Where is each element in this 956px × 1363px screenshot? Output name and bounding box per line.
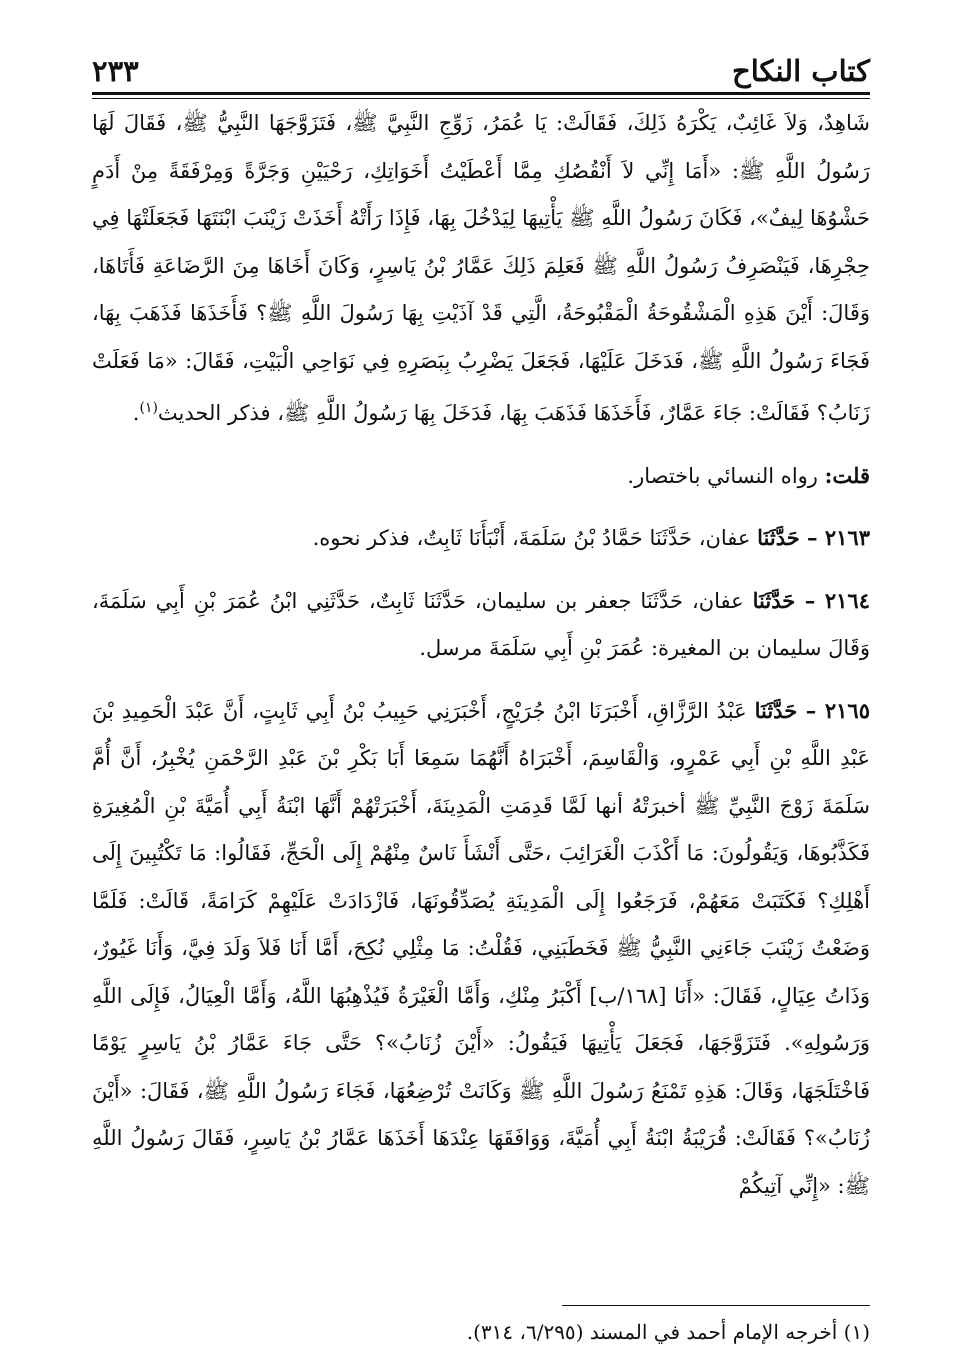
footnote: (١) أخرجه الإمام أحمد في المسند (٦/٢٩٥، ٣١٤). [466,1320,870,1344]
hadith-continuation-end: . [132,401,140,425]
main-text [92,100,870,1210]
hadith-2164 [92,577,870,673]
footnote-rule [562,1305,870,1306]
qult-paragraph [92,452,870,501]
hadith-2163 [92,514,870,563]
header-rule-thin [92,98,870,99]
hadith-2163-text: عفان، حَدَّثَنَا حَمَّادُ بْنُ سَلَمَةَ، أَنْبَأَنَا ثَابِتٌ، فذكر نحوه. [312,526,751,550]
page-number: ٢٣٣ [92,54,139,88]
hadith-2164-text: عفان، حَدَّثَنَا جعفر بن سليمان، حَدَّثَنَا ثَابِتٌ، حَدَّثَنِي ابْنُ عُمَرَ بْنِ أَبِي سَلَمَةَ، وَقَالَ سليمان بن المغيرة: عُمَرَ بْنِ أَبِي سَلَمَةَ مرسل. [92,588,870,660]
hadith-2163-number: ٢١٦٣ – حَدَّثَنَا [757,525,870,550]
hadith-continuation [92,100,870,438]
hadith-2164-number: ٢١٦٤ – حَدَّثَنَا [752,587,870,613]
chapter-title: كتاب النكاح [731,54,870,88]
page-header [92,40,870,92]
qult-label: قلت: [824,462,870,488]
hadith-2165-text: عَبْدُ الرَّزَّاقِ، أَخْبَرَنَا ابْنُ جُرَيْجٍ، أَخْبَرَنِي حَبِيبُ بْنُ أَبِي ثَابِتٍ، أَنَّ عَبْدَ الْحَمِيدِ بْنَ عَبْدِ اللَّهِ بْنِ أَبِي عَمْرٍو، وَالْقَاسِمَ، أَخْبَرَاهُ أَنَّهُمَا سَمِعَا أَبَا بَكْرِ بْنَ عَبْدِ الرَّحْمَنِ يُخْبِرُ، أَنَّ أُمَّ سَلَمَةَ زَوْجَ النَّبِيِّ ﷺ أخبرَتْهُ أنها لَمَّا قَدِمَتِ الْمَدِينَةَ، أَخْبَرَتْهُمْ أَنَّهَا ابْنَةُ أَبِي أُمَيَّةَ بْنِ الْمُغِيرَةِ فَكَذَّبُوهَا، وَيَقُولُونَ: مَا أَكْذَبَ الْغَرَائِبَ ،حَتَّى أَنْشَأَ نَاسٌ مِنْهُمْ إِلَى الْحَجِّ، فَقَالُوا: مَا تَكْتُبِينَ إِلَى أَهْلِكِ؟ فَكَتَبَتْ مَعَهُمْ، فَرَجَعُوا إِلَى الْمَدِينَةِ يُصَدِّقُونَهَا، فَازْدَادَتْ عَلَيْهِمْ كَرَامَةً، قَالَتْ: فَلَمَّا وَضَعْتُ زَيْنَبَ جَاءَنِي النَّبِيُّ ﷺ فَخَطَبَنِي، فَقُلْتُ: مَا مِثْلِي نُكِحَ، أَمَّا أَنَا فَلاَ وَلَدَ فِيَّ، وَأَنَا غَيُورٌ، وَذَاتُ عِيَالٍ، فَقَالَ: «أَنَا [١٦٨/ب] أَكْبَرُ مِنْكِ، وَأَمَّا الْغَيْرَةُ فَيُذْهِبُهَا اللَّهُ، وَأَمَّا الْعِيَالُ، فَإِلَى اللَّهِ وَرَسُولِهِ». فَتَزَوَّجَهَا، فَجَعَلَ يَأْتِيهَا فَيَقُولُ: «أَيْنَ زُنَابُ»؟ حَتَّى جَاءَ عَمَّارُ بْنُ يَاسِرٍ يَوْمًا فَاخْتَلَجَهَا، وَقَالَ: هَذِهِ تَمْنَعُ رَسُولَ اللَّهِ ﷺ وَكَانَتْ تُرْضِعُهَا، فَجَاءَ رَسُولُ اللَّهِ ﷺ، فَقَالَ: «أَيْنَ زُنَابُ»؟ فَقَالَتْ: قُرَيْبَةُ ابْنَةُ أَبِي أُمَيَّةَ، وَوَافَقَهَا عِنْدَهَا أَخَذَهَا عَمَّارُ بْنُ يَاسِرٍ، فَقَالَ رَسُولُ اللَّهِ ﷺ: «إِنِّي آتِيكُمْ [92,698,870,1198]
hadith-2165 [92,687,870,1211]
header-rule-thick [92,92,870,95]
qult-text: رواه النسائي باختصار. [627,463,818,488]
footnote-marker: (١) [139,400,158,416]
hadith-continuation-text: شَاهِدٌ، وَلاَ غَائِبٌ، يَكْرَهُ ذَلِكَ، فَقَالَتْ: يَا عُمَرُ، زَوِّجِ النَّبِيَّ ﷺ، فَتَزَوَّجَهَا النَّبِيُّ ﷺ، فَقَالَ لَهَا رَسُولُ اللَّهِ ﷺ: «أَمَا إِنِّي لاَ أَنْقُصُكِ مِمَّا أَعْطَيْتُ أَخَوَاتِكِ، رَحْيَيْنِ وَجَرَّةً وَمِرْفَقَةً مِنْ أَدَمٍ حَشْوُهَا لِيفٌ»، فَكَانَ رَسُولُ اللَّهِ ﷺ يَأْتِيهَا لِيَدْخُلَ بِهَا، فَإِذَا رَأَتْهُ أَخَذَتْ زَيْنَبَ ابْنَتَهَا فَجَعَلَتْهَا فِي حِجْرِهَا، فَيَنْصَرِفُ رَسُولُ اللَّهِ ﷺ فَعَلِمَ ذَلِكَ عَمَّارُ بْنُ يَاسِرٍ، وَكَانَ أَخَاهَا مِنَ الرَّضَاعَةِ فَأَتَاهَا، وَقَالَ: أَيْنَ هَذِهِ الْمَشْقُوحَةُ الْمَقْبُوحَةُ، الَّتِي قَدْ آذَيْتِ بِهَا رَسُولَ اللَّهِ ﷺ؟ فَأَخَذَهَا فَذَهَبَ بِهَا، فَجَاءَ رَسُولُ اللَّهِ ﷺ، فَدَخَلَ عَلَيْهَا، فَجَعَلَ يَضْرِبُ بِبَصَرِهِ فِي نَوَاحِي الْبَيْتِ، فَقَالَ: «مَا فَعَلَتْ زَنَابُ؟ فَقَالَتْ: جَاءَ عَمَّارٌ، فَأَخَذَهَا فَذَهَبَ بِهَا، فَدَخَلَ بِهَا رَسُولُ اللَّهِ ﷺ، فذكر الحديث [92,111,870,425]
hadith-2165-number: ٢١٦٥ – حَدَّثَنَا [754,697,870,723]
